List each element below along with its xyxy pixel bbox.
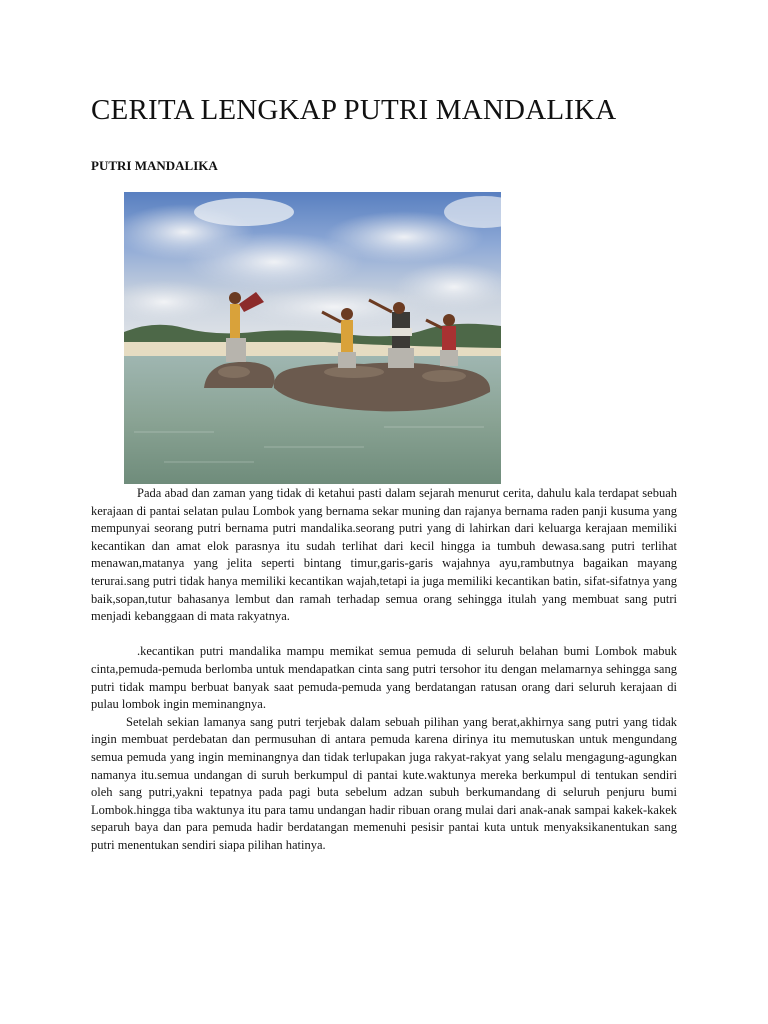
section-heading: PUTRI MANDALIKA xyxy=(91,158,218,173)
document-title: CERITA LENGKAP PUTRI MANDALIKA xyxy=(91,94,617,126)
paragraph-1: Pada abad dan zaman yang tidak di ketahui pasti dalam sejarah menurut cerita, dahulu kala terdapat sebuah kerajaan di pantai selatan pulau Lombok yang bernama sekar muning dan rajanya bernama raden panji kusuma yang mempunyai seorang putri bernama putri mandalika.seorang putri yang di lahirkan dari keluarga kerajaan memiliki kecantikan dan amat elok parasnya itu sudah terlihat dari kecil hingga ia tumbuh dewasa.sang putri terlihat menawan,matanya yang jelita seperti bintang timur,garis-garis wajahnya ayu,rambutnya bagaikan mayang terurai.sang putri tidak hanya memiliki kecantikan wajah,tetapi ia juga memiliki kecantikan batin, sifat-sifatnya yang baik,sopan,tutur bahasanya lembut dan ramah terhadap semua orang sehingga itulah yang membuat sang putri menjadi kebanggaan di mata rakyatnya. xyxy=(91,486,677,624)
paragraph-2: .kecantikan putri mandalika mampu memikat semua pemuda di seluruh belahan bumi Lombok mabuk cinta,pemuda-pemuda berlomba untuk mendapatkan cinta sang putri tersohor itu dengan melamarnya sehingga sang putri tidak mampu berbuat banyak saat pemuda-pemuda yang berdatangan ratusan orang dari seluruh kerajaan di pulau lombok ingin meminangnya. xyxy=(91,644,677,712)
story-body xyxy=(91,485,677,854)
statues-photo xyxy=(124,192,501,484)
paragraph-3: Setelah sekian lamanya sang putri terjebak dalam sebuah pilihan yang berat,akhirnya sang putri yang tidak ingin membuat perdebatan dan permusuhan di antara pemuda karena dirinya itu memutuskan untuk mengundang semua pemuda yang ingin meminangnya dan tidak terlupakan juga rakyat-rakyat yang selalu mengagung-agungkan namanya itu.semua undangan di suruh berkumpul di pantai kute.waktunya mereka berkumpul di tentukan sendiri oleh sang putri,yakni tepatnya pada pagi buta sebelum adzan subuh berkumandang di seluruh penjuru bumi Lombok.hingga tiba waktunya itu para tamu undangan hadir ribuan orang mulai dari anak-anak sampai kakek-kakek separuh baya dan para pemuda hadir berdatangan memenuhi pesisir pantai kuta untuk menyaksikanentukan sang putri menentukan sendiri siapa pilihan hatinya. xyxy=(91,714,677,852)
